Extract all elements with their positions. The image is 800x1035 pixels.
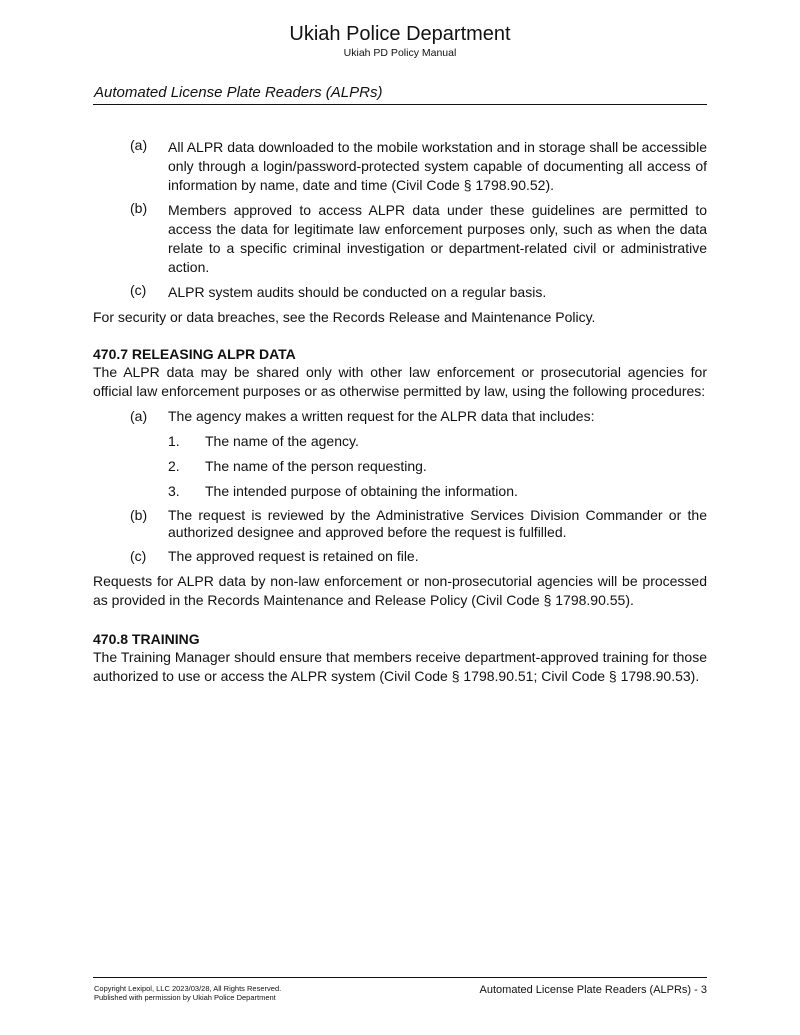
list-item-text: The agency makes a written request for the ALPR data that includes: xyxy=(168,408,595,424)
page-label: Automated License Plate Readers (ALPRs) - 3 xyxy=(479,984,707,996)
list-marker: (a) xyxy=(130,408,148,424)
list-item-text: The request is reviewed by the Administrative Services Division Commander or the authorized designee and approved before the request is fulfilled. xyxy=(168,507,707,540)
sublist-number: 2. xyxy=(168,458,180,474)
page-header xyxy=(0,22,800,60)
list-marker: (c) xyxy=(130,282,147,298)
document-title: Ukiah Police Department xyxy=(289,23,511,45)
copyright-line: Copyright Lexipol, LLC 2023/03/28, All Rights Reserved. xyxy=(94,984,282,993)
security-breach-paragraph: For security or data breaches, see the Records Release and Maintenance Policy. xyxy=(93,309,596,325)
list-item-b xyxy=(93,201,707,277)
list-marker: (a) xyxy=(130,137,148,153)
footer-copyright xyxy=(94,984,281,1002)
list-marker: (b) xyxy=(130,507,148,523)
list-item-a xyxy=(93,138,707,195)
release-item-b xyxy=(93,507,707,541)
sublist-text: The name of the person requesting. xyxy=(205,458,427,474)
section-title: Automated License Plate Readers (ALPRs) xyxy=(94,84,383,101)
header-divider xyxy=(93,104,707,105)
release-subitem-3 xyxy=(93,482,707,501)
release-item-a xyxy=(93,407,707,426)
list-marker: (b) xyxy=(130,200,148,216)
list-item-text: The approved request is retained on file. xyxy=(168,548,419,564)
permission-line: Published with permission by Ukiah Police Department xyxy=(94,993,276,1002)
release-subitem-1 xyxy=(93,432,707,451)
sublist-text: The intended purpose of obtaining the information. xyxy=(205,483,518,499)
list-item-c xyxy=(93,283,707,302)
list-item-text: All ALPR data downloaded to the mobile workstation and in storage shall be accessible only through a login/password-protected system capable of documenting all access of information by name, date and time (Civil Code § 1798.90.52). xyxy=(168,139,707,193)
release-subitem-2 xyxy=(93,457,707,476)
list-item-text: Members approved to access ALPR data under these guidelines are permitted to access the data for legitimate law enforcement purposes only, such as when the data relate to a specific criminal investigation or department-related civil or administrative action. xyxy=(168,202,707,275)
document-subtitle: Ukiah PD Policy Manual xyxy=(343,47,457,59)
section-heading-470-8: 470.8 TRAINING xyxy=(93,631,200,647)
footer-divider xyxy=(93,977,707,978)
list-marker: (c) xyxy=(130,548,147,564)
non-law-enforcement-paragraph: Requests for ALPR data by non-law enforcement or non-prosecutorial agencies will be processed as provided in the Records Maintenance and Release Policy (Civil Code § 1798.90.55). xyxy=(93,573,707,608)
training-paragraph: The Training Manager should ensure that members receive department-approved training for those authorized to use or access the ALPR system (Civil Code § 1798.90.51; Civil Code § 1798.90.53). xyxy=(93,649,707,684)
document-body xyxy=(93,138,707,686)
sublist-number: 3. xyxy=(168,483,180,499)
releasing-data-intro: The ALPR data may be shared only with other law enforcement or prosecutorial agencies for official law enforcement purposes or as otherwise permitted by law, using the following procedures: xyxy=(93,364,707,399)
list-item-text: ALPR system audits should be conducted on a regular basis. xyxy=(168,284,547,300)
section-heading-470-7: 470.7 RELEASING ALPR DATA xyxy=(93,346,296,362)
sublist-text: The name of the agency. xyxy=(205,433,359,449)
release-item-c xyxy=(93,547,707,566)
sublist-number: 1. xyxy=(168,433,180,449)
